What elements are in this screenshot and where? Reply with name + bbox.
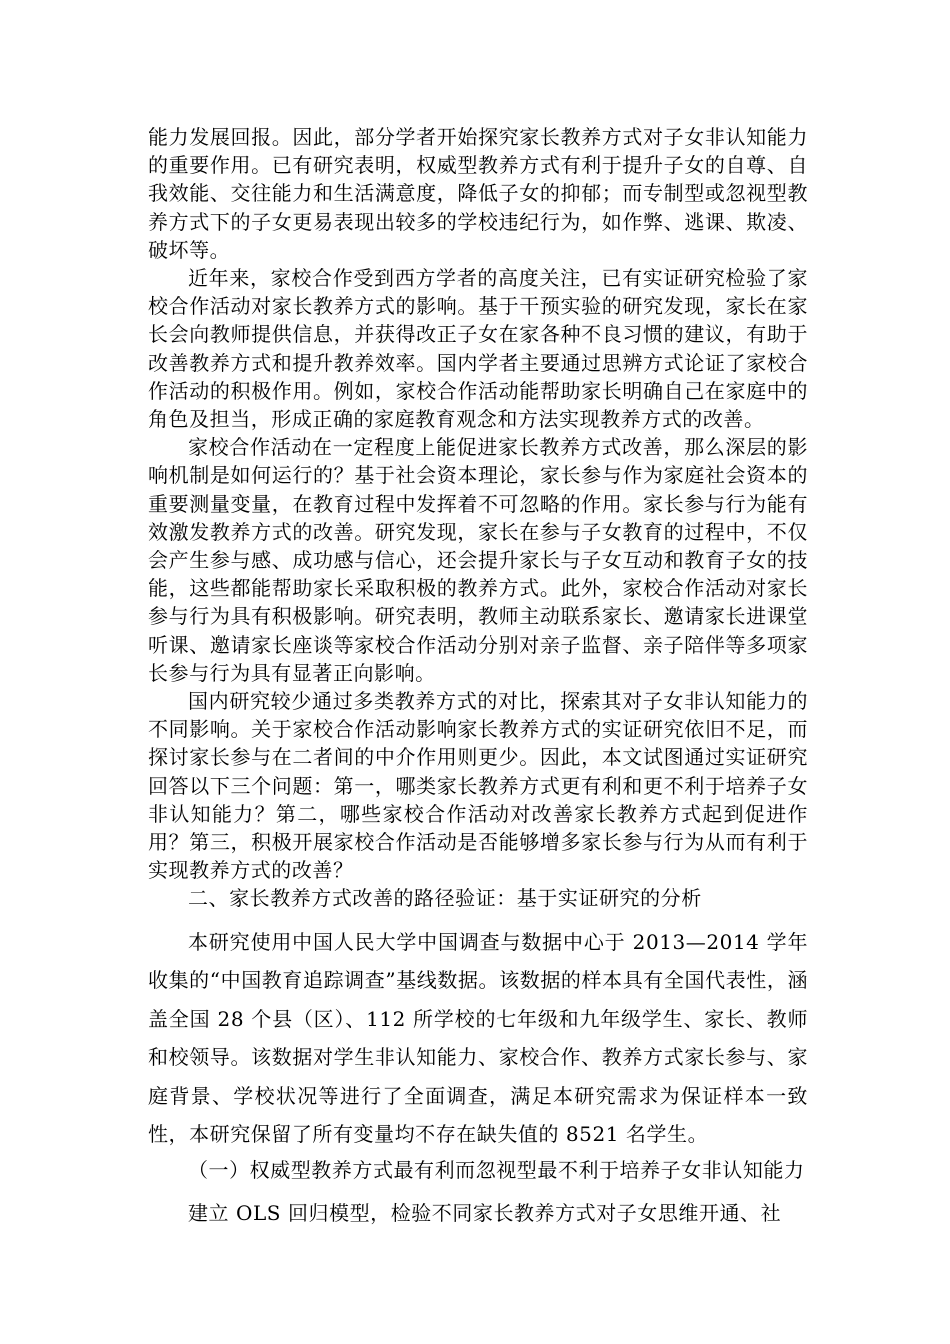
subsection-heading: （一）权威型教养方式最有利而忽视型最不利于培养子女非认知能力 (188, 1157, 805, 1182)
data-paragraph: 本研究使用中国人民大学中国调查与数据中心于 2013—2014 学年收集的“中国教育追踪调查”基线数据。该数据的样本具有全国代表性，涵盖全国 28 个县（区）、112 所学校的七年级和九年级学生、家长、教师和校领导。该数据对学生非认知能力、家校合作、教养方式家长参与、家庭背景、学校状况等进行了全面调查，满足本研究需求为保证样本一致性，本研究保留了所有变量均不存在缺失值的 8521 名学生。 (148, 929, 808, 1147)
document-body (148, 123, 808, 1232)
paragraph-1: 能力发展回报。因此，部分学者开始探究家长教养方式对子女非认知能力的重要作用。已有研究表明，权威型教养方式有利于提升子女的自尊、自我效能、交往能力和生活满意度，降低子女的抑郁；而专制型或忽视型教养方式下的子女更易表现出较多的学校违纪行为，如作弊、逃课、欺凌、破坏等。 (148, 125, 808, 262)
last-paragraph: 建立 OLS 回归模型，检验不同家长教养方式对子女思维开通、社 (188, 1200, 782, 1225)
paragraph-4: 国内研究较少通过多类教养方式的对比，探索其对子女非认知能力的不同影响。关于家校合作活动影响家长教养方式的实证研究依旧不足，而探讨家长参与在二者间的中介作用则更少。因此，本文试图通过实证研究回答以下三个问题：第一，哪类家长教养方式更有利和更不利于培养子女非认知能力？第二，哪些家校合作活动对改善家长教养方式起到促进作用？第三，积极开展家校合作活动是否能够增多家长参与行为从而有利于实现教养方式的改善？ (148, 689, 808, 883)
paragraph-2: 近年来，家校合作受到西方学者的高度关注，已有实证研究检验了家校合作活动对家长教养方式的影响。基于干预实验的研究发现，家长在家长会向教师提供信息，并获得改正子女在家各种不良习惯的建议，有助于改善教养方式和提升教养效率。国内学者主要通过思辨方式论证了家校合作活动的积极作用。例如，家校合作活动能帮助家长明确自己在家庭中的角色及担当，形成正确的家庭教育观念和方法实现教养方式的改善。 (148, 266, 808, 432)
paragraph-3: 家校合作活动在一定程度上能促进家长教养方式改善，那么深层的影响机制是如何运行的？基于社会资本理论，家长参与作为家庭社会资本的重要测量变量，在教育过程中发挥着不可忽略的作用。家长参与行为能有效激发教养方式的改善。研究发现，家长在参与子女教育的过程中，不仅会产生参与感、成功感与信心，还会提升家长与子女互动和教育子女的技能，这些都能帮助家长采取积极的教养方式。此外，家校合作活动对家长参与行为具有积极影响。研究表明，教师主动联系家长、邀请家长进课堂听课、邀请家长座谈等家校合作活动分别对亲子监督、亲子陪伴等多项家长参与行为具有显著正向影响。 (148, 435, 808, 685)
section-heading: 二、家长教养方式改善的路径验证：基于实证研究的分析 (188, 886, 702, 911)
